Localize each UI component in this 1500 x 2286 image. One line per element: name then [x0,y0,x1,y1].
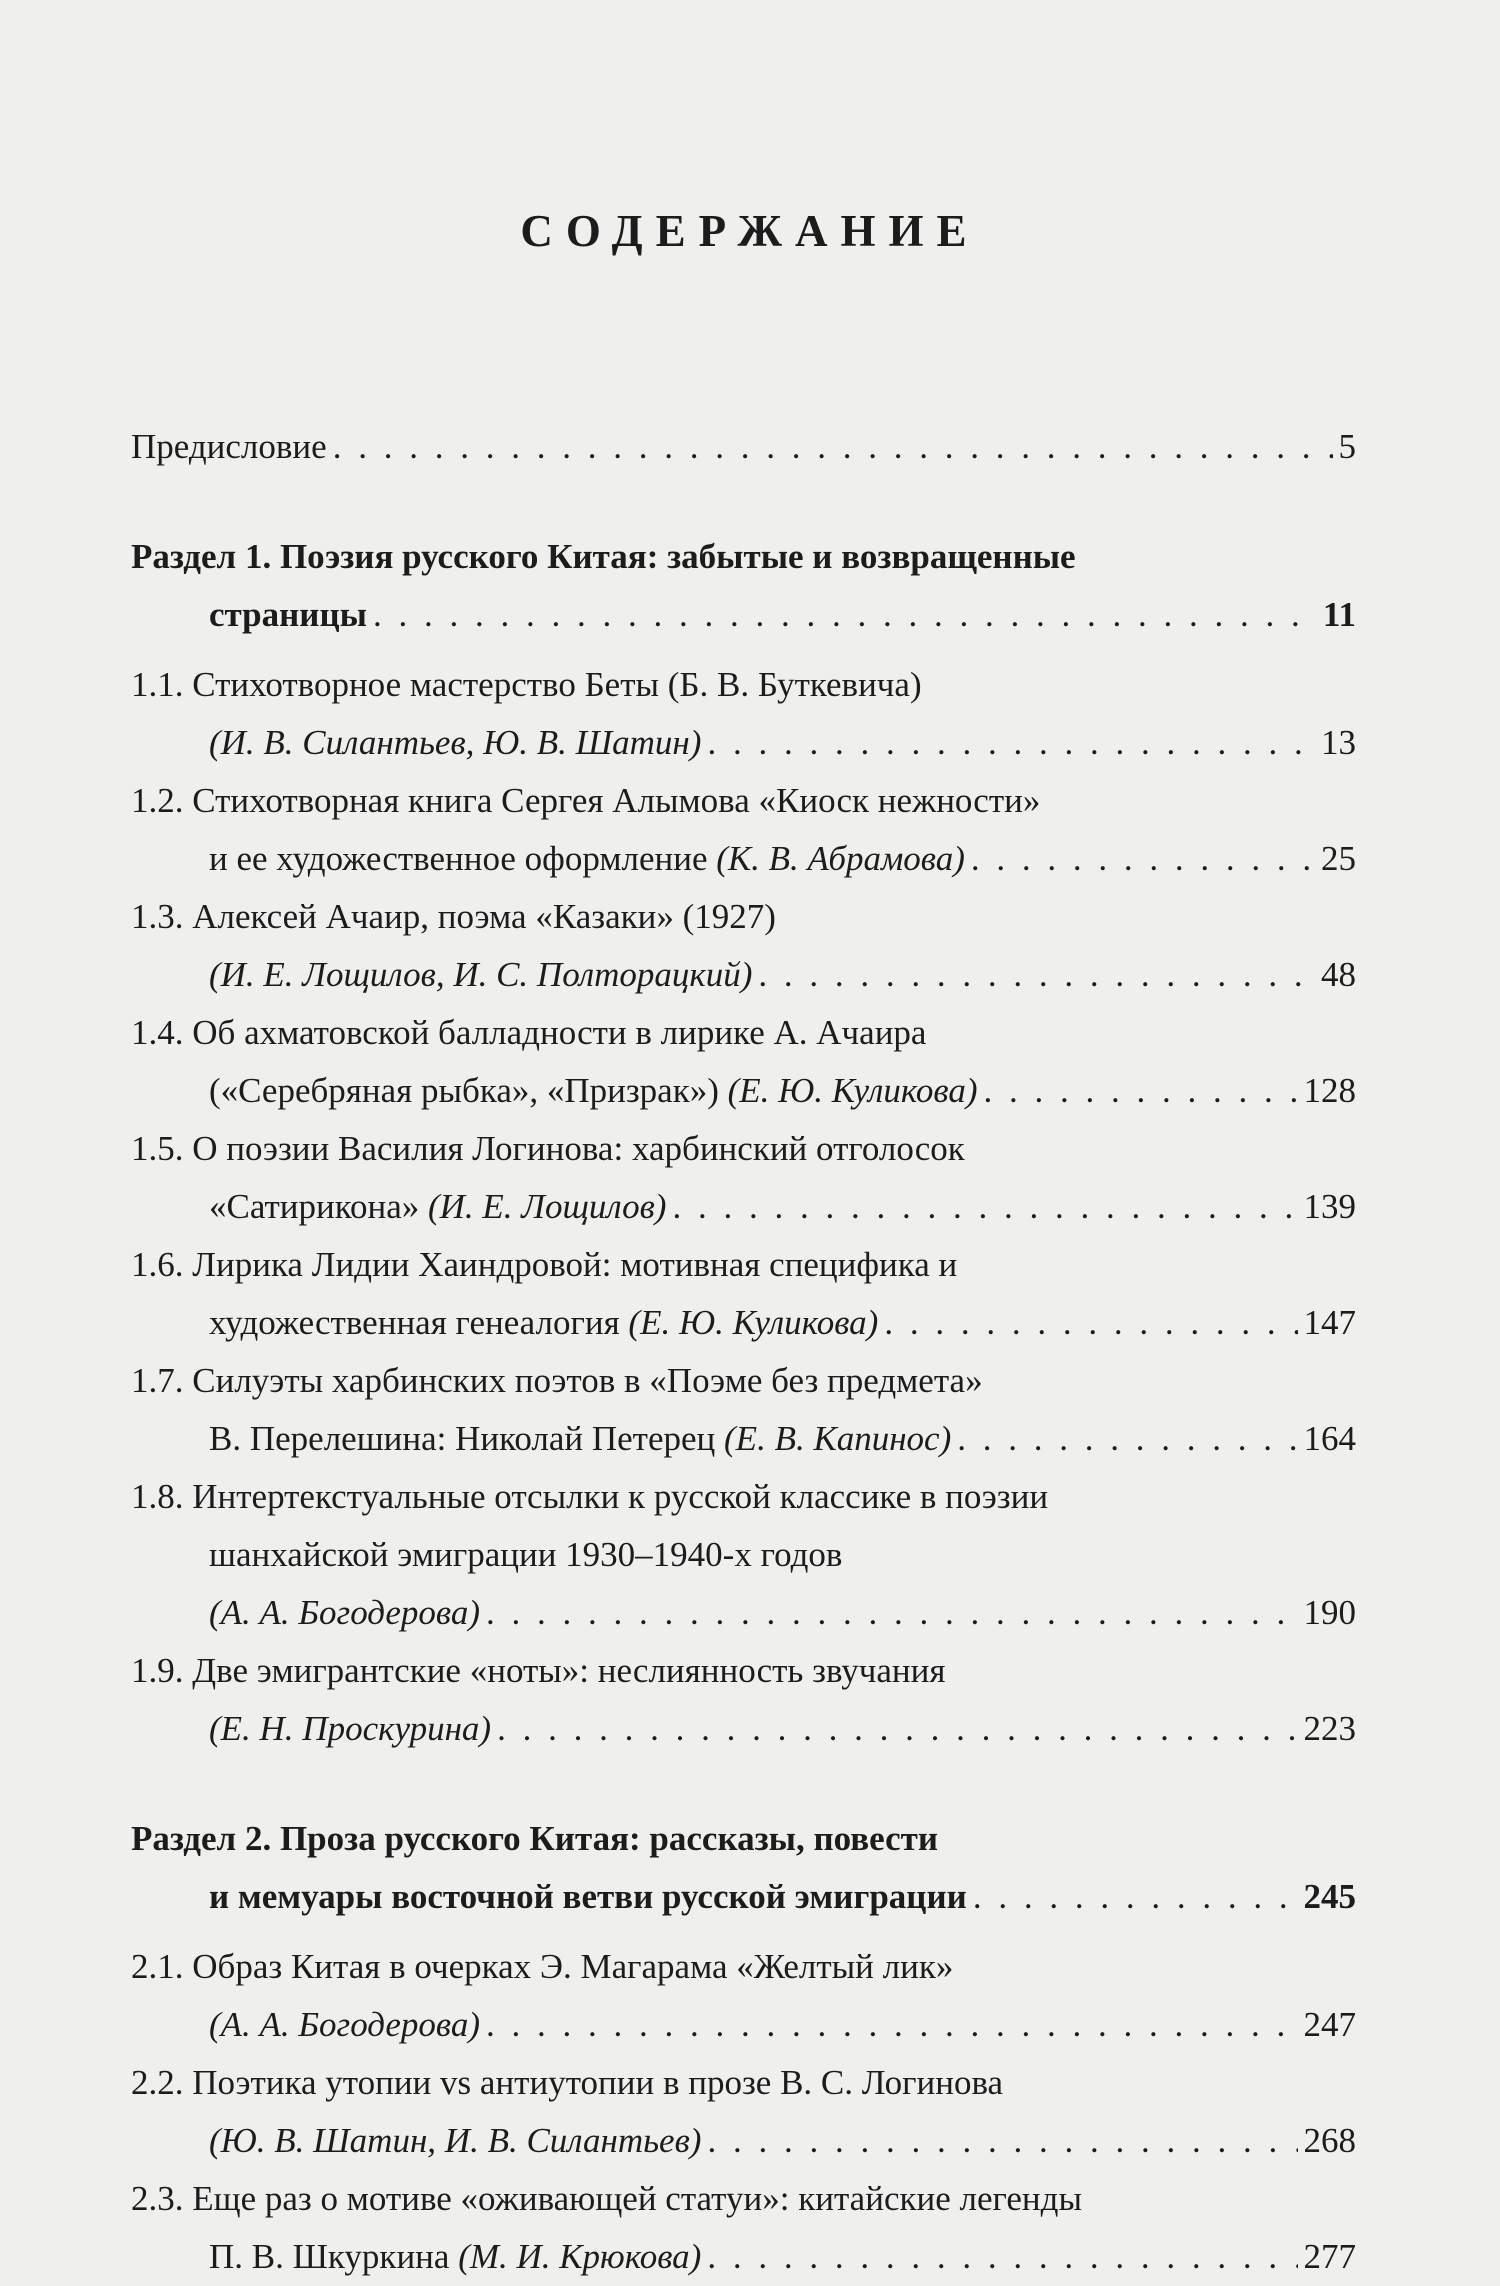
toc-line-text [209,1868,967,1926]
toc-line [131,772,1356,830]
toc-line [131,1810,1356,1868]
toc-line [131,1062,1356,1120]
toc-entry [131,888,1356,1004]
page-number: 13 [1321,723,1356,762]
dot-leader [486,1584,1297,1642]
toc-entry [131,1120,1356,1236]
toc-line [131,1120,1356,1178]
toc-line [131,946,1356,1004]
toc-entry [131,1938,1356,2054]
dot-leader [707,714,1315,772]
toc-line [131,1642,1356,1700]
section-gap [131,476,1356,528]
page-number: 164 [1303,1419,1356,1458]
toc-line-text [209,1535,842,1574]
toc-line-text [131,665,922,704]
toc-entry [131,1642,1356,1758]
toc-entry [131,772,1356,888]
table-of-contents [131,418,1356,2286]
toc-entry [131,1468,1356,1642]
toc-entry [131,656,1356,772]
dot-leader [672,1178,1297,1236]
entry-author: (Е. Ю. Куликова) [628,1303,879,1342]
dot-leader [707,2228,1297,2286]
toc-line-text [131,781,1040,820]
toc-line-text [131,2063,1003,2102]
entry-title-text: 1.3. Алексей Ачаир, поэма «Казаки» (1927) [131,897,776,936]
toc-line [131,1526,1356,1584]
toc-entry [131,1004,1356,1120]
toc-line-text [131,418,327,476]
page-number: 223 [1303,1709,1356,1748]
dot-leader [707,2112,1297,2170]
toc-line [131,1868,1356,1926]
entry-gap [131,1926,1356,1938]
entry-title-text: 1.2. Стихотворная книга Сергея Алымова «Киоск нежности» [131,781,1041,820]
dot-leader [973,1868,1298,1926]
toc-line [131,1938,1356,1996]
toc-line-text [209,1410,951,1468]
toc-line [131,888,1356,946]
entry-title-text: 1.9. Две эмигрантские «ноты»: неслиянность звучания [131,1651,946,1690]
entry-title-text: Раздел 1. Поэзия русского Китая: забытые и возвращенные [131,537,1076,576]
page-number: 268 [1303,2121,1356,2160]
toc-line-text [131,1477,1048,1516]
toc-line-text [209,1584,480,1642]
entry-author: (И. В. Силантьев, Ю. В. Шатин) [209,723,702,762]
toc-line-text [209,586,367,644]
page-number: 128 [1303,1071,1356,1110]
entry-title-text: («Серебряная рыбка», «Призрак») [209,1071,719,1110]
entry-title-text: 2.3. Еще раз о мотиве «оживающей статуи»: китайские легенды [131,2179,1082,2218]
entry-title-text: 1.7. Силуэты харбинских поэтов в «Поэме без предмета» [131,1361,983,1400]
page-number: 277 [1303,2237,1356,2276]
toc-line [131,2112,1356,2170]
entry-title-text: страницы [209,595,367,634]
toc-entry [131,1352,1356,1468]
toc-line [131,2228,1356,2286]
entry-title-text: Раздел 2. Проза русского Китая: рассказы, повести [131,1819,939,1858]
page-number: 247 [1303,2005,1356,2044]
page-title: СОДЕРЖАНИЕ [520,206,980,256]
entry-title-text: 1.1. Стихотворное мастерство Беты (Б. В. Буткевича) [131,665,922,704]
dot-leader [333,418,1333,476]
toc-line-text [209,714,701,772]
toc-line [131,1294,1356,1352]
toc-entry [131,418,1356,476]
entry-author: (И. Е. Лощилов, И. С. Полторацкий) [209,955,753,994]
toc-line-text [131,2179,1082,2218]
toc-line [131,656,1356,714]
toc-line-text [131,1651,945,1690]
entry-author: (Е. Ю. Куликова) [727,1071,978,1110]
entry-title-text: В. Перелешина: Николай Петерец [209,1419,716,1458]
entry-title-text: 1.6. Лирика Лидии Хаиндровой: мотивная специфика и [131,1245,958,1284]
page-number: 245 [1303,1877,1356,1916]
toc-line [131,1236,1356,1294]
entry-title-text: 1.5. О поэзии Василия Логинова: харбинский отголосок [131,1129,965,1168]
toc-line-text [131,897,776,936]
toc-line-text [131,1819,938,1858]
dot-leader [758,946,1315,1004]
toc-line-text [209,1996,480,2054]
dot-leader [957,1410,1297,1468]
toc-line-text [209,2112,701,2170]
entry-title-text: 1.4. Об ахматовской балладности в лирике А. Ачаира [131,1013,927,1052]
entry-title-text: 1.8. Интертекстуальные отсылки к русской классике в поэзии [131,1477,1049,1516]
page-number: 5 [1338,427,1356,466]
dot-leader [984,1062,1298,1120]
toc-line [131,2054,1356,2112]
entry-author: (А. А. Богодерова) [209,1593,481,1632]
page-number: 190 [1303,1593,1356,1632]
entry-title-text: художественная генеалогия [209,1303,620,1342]
page-number: 11 [1322,595,1356,634]
entry-author: (Е. В. Капинос) [724,1419,952,1458]
dot-leader [497,1700,1297,1758]
dot-leader [971,830,1315,888]
toc-line [131,2170,1356,2228]
toc-line [131,1700,1356,1758]
toc-line-text [131,1361,983,1400]
toc-line [131,1004,1356,1062]
toc-line [131,1410,1356,1468]
toc-line [131,830,1356,888]
toc-section [131,1810,1356,1926]
entry-author: (И. Е. Лощилов) [427,1187,667,1226]
entry-author: (К. В. Абрамова) [716,839,965,878]
toc-line [131,1584,1356,1642]
toc-line-text [131,1013,926,1052]
entry-title-text: П. В. Шкуркина [209,2237,450,2276]
page-number: 48 [1321,955,1356,994]
entry-author: (А. А. Богодерова) [209,2005,481,2044]
entry-title-text: и ее художественное оформление [209,839,708,878]
toc-line [131,418,1356,476]
section-gap [131,1758,1356,1810]
entry-author: (Е. Н. Проскурина) [209,1709,492,1748]
page-number: 25 [1321,839,1356,878]
toc-line-text [131,1129,965,1168]
toc-line-text [209,946,752,1004]
entry-title-text: и мемуары восточной ветви русской эмиграции [209,1877,967,1916]
toc-section [131,528,1356,644]
toc-line [131,714,1356,772]
dot-leader [373,586,1317,644]
toc-line-text [131,1947,953,1986]
entry-author: (М. И. Крюкова) [458,2237,702,2276]
toc-line [131,1178,1356,1236]
toc-line-text [209,830,965,888]
toc-entry [131,2054,1356,2170]
toc-line-text [131,1245,957,1284]
toc-line-text [131,537,1076,576]
page-number: 147 [1303,1303,1356,1342]
dot-leader [486,1996,1297,2054]
toc-line [131,528,1356,586]
page-number: 139 [1303,1187,1356,1226]
toc-line [131,586,1356,644]
entry-title-text: 2.2. Поэтика утопии vs антиутопии в прозе В. С. Логинова [131,2063,1004,2102]
toc-line [131,1352,1356,1410]
toc-entry [131,1236,1356,1352]
toc-entry [131,2170,1356,2286]
toc-line-text [209,2228,701,2286]
toc-line-text [209,1700,491,1758]
entry-title-text: шанхайской эмиграции 1930–1940-х годов [209,1535,843,1574]
entry-gap [131,644,1356,656]
entry-title-text: «Сатирикона» [209,1187,420,1226]
toc-line-text [209,1062,978,1120]
toc-line-text [209,1294,878,1352]
entry-title-text: Предисловие [131,427,327,466]
dot-leader [884,1294,1297,1352]
toc-line [131,1996,1356,2054]
entry-author: (Ю. В. Шатин, И. В. Силантьев) [209,2121,702,2160]
entry-title-text: 2.1. Образ Китая в очерках Э. Магарама «Желтый лик» [131,1947,954,1986]
toc-line [131,1468,1356,1526]
toc-line-text [209,1178,666,1236]
